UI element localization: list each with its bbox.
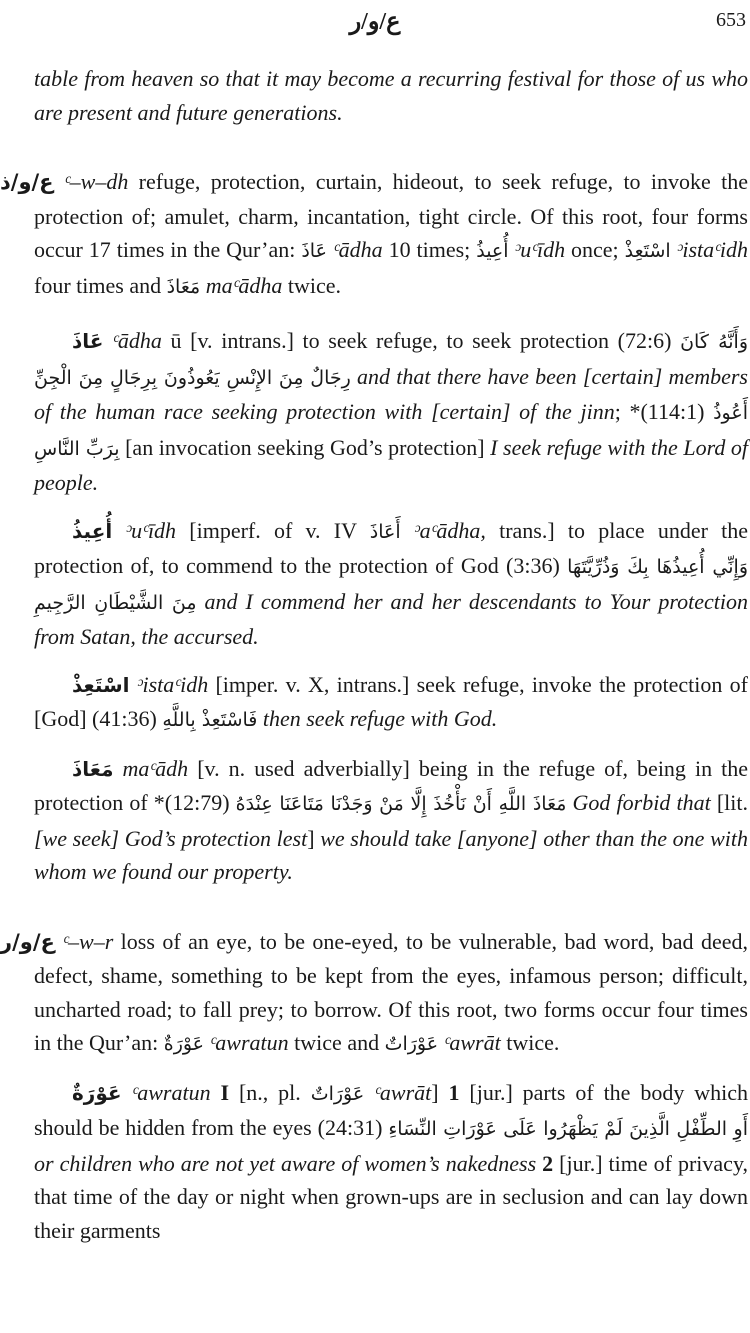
quran-quote-translation: and that there have been [certain] members of the human race seeking protection with [certain] of the jinn [34, 363, 748, 424]
root-entry-awr [0, 925, 750, 1062]
quran-quote-arabic: أَوِ الطِّفْلِ الَّذِينَ لَمْ يَظْهَرُوا عَلَى عَوْرَاتِ النِّسَاءِ [388, 1118, 748, 1140]
text: ] [307, 825, 321, 851]
form-transliteration: ᵓistaᶜidh [676, 237, 749, 262]
sense-number: 1 [448, 1079, 460, 1105]
homonym-number: I [210, 1079, 230, 1105]
headword-arabic: أُعِيذُ [72, 518, 113, 543]
root-definition: loss of an eye, to be one-eyed, to be vulnerable, bad word, bad deed, defect, shame, something to be kept from the eyes, infamous person; difficult, uncharted road; to fall prey; to borrow. Of this root, two forms occur four times in the Qur’an: [34, 928, 748, 1055]
running-head: ع/و/ر [349, 9, 401, 35]
quran-quote-translation: or children who are not yet aware of women’s nakedness [34, 1150, 537, 1176]
form-arabic: أَعَاذَ [369, 520, 401, 543]
page-content [0, 62, 750, 1247]
text: twice. [500, 1030, 560, 1055]
subentry-istaidh [0, 668, 750, 738]
grammar-note: ū [v. intrans.] to seek refuge, to seek protection (72:6) [161, 328, 681, 353]
page-number: 653 [716, 9, 746, 31]
quran-quote-translation: then seek refuge with God. [257, 706, 498, 731]
sense-number: 2 [542, 1150, 554, 1176]
root-transliteration: ᶜ–w–r [62, 928, 114, 954]
headword-arabic: عَوْرَةٌ [72, 1080, 122, 1105]
form-arabic: اسْتَعِذْ [624, 240, 671, 262]
definition: [jur.] parts of the body which should be hidden from the eyes (24:31) [34, 1079, 749, 1140]
text: twice and [288, 1030, 385, 1055]
grammar-note: [n., pl. [229, 1079, 311, 1105]
subentry-awratun [0, 1076, 750, 1248]
quran-quote-translation: we should take [anyone] other than the one with whom we found our property. [34, 825, 749, 884]
text: four times and [34, 272, 167, 298]
definition: [imper. v. X, intrans.] seek refuge, invoke the protection of [God] (41:36) [34, 671, 748, 731]
form-transliteration: ᶜādha [332, 237, 383, 262]
form-arabic: عَوْرَةٌ [163, 1033, 205, 1055]
quran-quote-arabic: أَعُوذُ بِرَبِّ النَّاسِ [34, 402, 748, 460]
text: 10 times; [382, 237, 477, 262]
text: [an invocation seeking God’s protection] [119, 434, 491, 460]
grammar-note: [imperf. of v. IV [176, 517, 370, 543]
subentry-maadh [0, 752, 750, 889]
headword-transliteration: ᵓuᶜīdh [125, 517, 177, 543]
form-transliteration: maᶜādha [205, 272, 283, 298]
quran-quote-translation: I seek refuge with the Lord of people. [34, 434, 748, 495]
literal-translation: [we seek] God’s protection lest [34, 825, 308, 851]
headword-transliteration: ᶜawratun [131, 1079, 211, 1105]
definition: trans.] to place under the protection of, to commend to the protection of God (3:36) [34, 517, 749, 578]
text: ; *(114:1) [614, 399, 714, 424]
headword-transliteration: maᶜādh [122, 755, 189, 781]
quran-quote-arabic: فَاسْتَعِذْ بِاللَّهِ [162, 709, 258, 731]
headword-arabic: اسْتَعِذْ [72, 672, 130, 697]
quran-quote-arabic: وَأَنَّهُ كَانَ رِجَالٌ مِنَ الإِنْسِ يَعُوذُونَ بِرِجَالٍ مِنَ الْجِنِّ [34, 331, 748, 389]
text: ] [431, 1079, 449, 1105]
definition: [v. n. used adverbially] being in the refuge of, being in the protection of *(12:79) [34, 755, 749, 815]
subentry-adha [0, 324, 750, 500]
definition: [jur.] time of privacy, that time of the day or night when grown-ups are in seclusion and can lay down their garments [34, 1150, 749, 1243]
root-arabic: ع/و/ر [0, 929, 55, 954]
form-transliteration: ᵓaᶜādha, [413, 517, 486, 543]
headword-transliteration: ᵓistaᶜidh [136, 671, 209, 697]
subentry-uidh [0, 514, 750, 654]
headword-arabic: عَاذَ [72, 329, 104, 353]
quran-quote-translation: God forbid that [566, 790, 711, 815]
root-definition: refuge, protection, curtain, hideout, to seek refuge, to invoke the protection of; amulet, charm, incantation, tight circle. Of this root, four forms occur 17 times in the Qur’an: [34, 169, 749, 262]
form-arabic: عَاذَ [301, 240, 327, 262]
text: [lit. [710, 790, 748, 815]
form-transliteration: ᵓuᶜīdh [514, 237, 566, 262]
root-arabic: ع/و/ذ [0, 170, 54, 194]
form-transliteration: ᶜawratun [209, 1030, 289, 1055]
quran-quote-translation: and I commend her and her descendants to Your protection from Satan, the accursed. [34, 588, 748, 649]
quran-quote-arabic: مَعَاذَ اللَّهِ أَنْ نَأْخُذَ إِلَّا مَنْ وَجَدْنَا مَتَاعَنَا عِنْدَهُ [235, 793, 567, 815]
form-transliteration: ᶜawrāt [443, 1030, 501, 1055]
headword-transliteration: ᶜādha [112, 328, 162, 353]
root-transliteration: ᶜ–w–dh [63, 169, 129, 194]
headword-arabic: مَعَاذَ [72, 756, 114, 781]
text: twice. [282, 272, 342, 298]
text: once; [565, 237, 625, 262]
quran-quote-arabic: وَإِنِّي أُعِيذُهَا بِكَ وَذُرِّيَّتَهَا مِنَ الشَّيْطَانِ الرَّجِيمِ [34, 556, 748, 614]
form-arabic: مَعَاذَ [166, 275, 201, 298]
form-arabic: عَوْرَاتٌ [384, 1033, 439, 1055]
page-header [0, 4, 750, 40]
root-entry-awdh [0, 165, 750, 304]
plural-transliteration: ᶜawrāt [374, 1079, 432, 1105]
plural-arabic: عَوْرَاتٌ [310, 1082, 365, 1105]
form-arabic: أُعِيذُ [476, 240, 509, 262]
continuation-paragraph: table from heaven so that it may become a recurring festival for those of us who are present and future generations. [34, 66, 748, 125]
